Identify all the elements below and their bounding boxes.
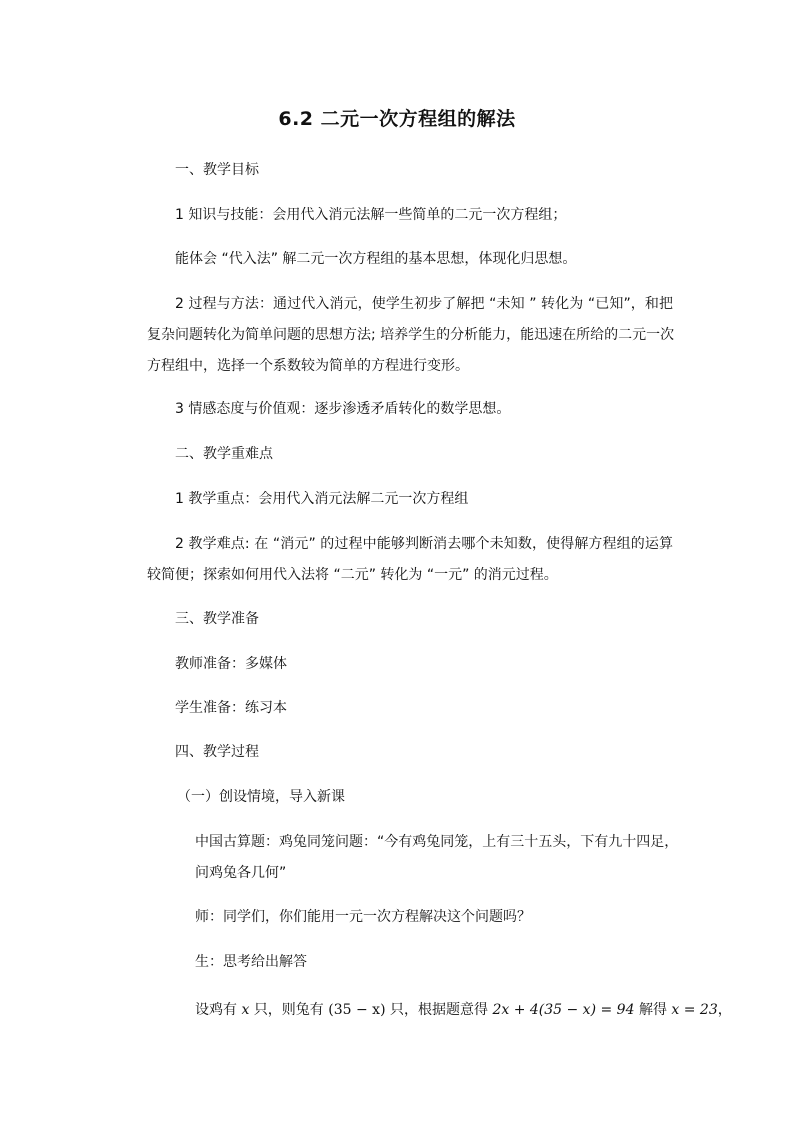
solution-line — [195, 999, 732, 1019]
objective-knowledge: 1 知识与技能：会用代入消元法解一些简单的二元一次方程组； — [175, 207, 567, 223]
ancient-problem-line2: 问鸡兔各几何” — [195, 865, 287, 881]
section-heading-preparation: 三、教学准备 — [175, 611, 259, 627]
teacher-question: 师：同学们，你们能用一元一次方程解决这个问题吗？ — [195, 909, 531, 925]
key-point: 1 教学重点：会用代入消元法解二元一次方程组 — [175, 491, 469, 507]
teacher-preparation: 教师准备：多媒体 — [175, 656, 287, 672]
solution-text-3: 只，根据题意得 — [389, 1002, 488, 1018]
solution-text-4: 解得 — [638, 1002, 667, 1018]
objective-process-line2: 复杂问题转化为简单问题的思想方法; 培养学生的分析能力，能迅速在所给的二元一次 — [147, 327, 675, 343]
section-heading-objectives: 一、教学目标 — [175, 162, 259, 178]
difficult-point-line1: 2 教学难点: 在 “消元” 的过程中能够判断消去哪个未知数，使得解方程组的运算 — [175, 536, 673, 552]
solution-text-1: 设鸡有 — [195, 1002, 237, 1018]
difficult-point-line2: 较简便；探索如何用代入法将 “二元” 转化为 “一元” 的消元过程。 — [147, 567, 558, 583]
expression-rabbits: (35 − x) — [328, 1002, 386, 1018]
objective-process-line1: 2 过程与方法：通过代入消元，使学生初步了解把 “未知 ” 转化为 “已知”，和把 — [175, 296, 673, 312]
objective-knowledge-cont: 能体会 “代入法” 解二元一次方程组的基本思想，体现化归思想。 — [175, 251, 577, 267]
document-title: 6.2 二元一次方程组的解法 — [278, 108, 516, 130]
section-heading-process: 四、教学过程 — [175, 744, 259, 760]
solution-value: x = 23 — [671, 1002, 718, 1018]
variable-x: x — [241, 1002, 250, 1018]
solution-text-2: 只，则兔有 — [253, 1002, 324, 1018]
subsection-introduction: （一）创设情境，导入新课 — [177, 789, 345, 805]
objective-attitude: 3 情感态度与价值观：逐步渗透矛盾转化的数学思想。 — [175, 401, 511, 417]
objective-process-line3: 方程组中，选择一个系数较为简单的方程进行变形。 — [147, 358, 469, 374]
student-preparation: 学生准备：练习本 — [175, 700, 287, 716]
equation: 2x + 4(35 − x) = 94 — [492, 1002, 635, 1018]
solution-text-5: ， — [717, 1002, 732, 1018]
section-heading-key-points: 二、教学重难点 — [175, 446, 273, 462]
student-response: 生：思考给出解答 — [195, 954, 307, 970]
ancient-problem-line1: 中国古算题：鸡兔同笼问题：“今有鸡兔同笼，上有三十五头，下有九十四足， — [195, 834, 679, 850]
